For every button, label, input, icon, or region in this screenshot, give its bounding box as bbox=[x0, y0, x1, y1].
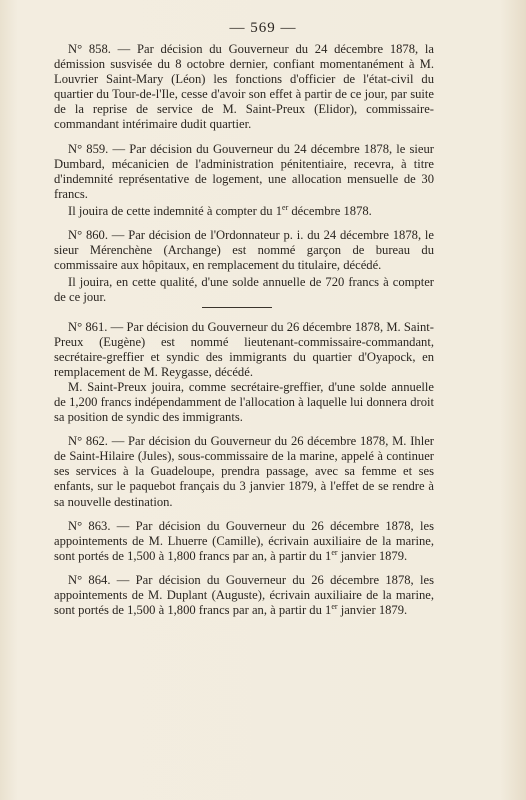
entry-spacer bbox=[54, 133, 434, 142]
entry-paragraph: M. Saint-Preux jouira, comme secrétaire-greffier, d'une solde annuelle de 1,200 francs indépendamment de l'allocation à laquelle lui donnera droit sa position de syndic des immigrants. bbox=[54, 379, 434, 425]
entry-paragraph: N° 864. — Par décision du Gouverneur du 26 décembre 1878, les appointements de M. Duplant (Auguste), écrivain auxiliaire de la marine, sont portés de 1,500 à 1,800 francs par an, à partir du 1er janvier 1879. bbox=[54, 572, 434, 618]
entry-spacer bbox=[54, 510, 434, 519]
entry-861 bbox=[54, 320, 434, 426]
entry-paragraph: N° 859. — Par décision du Gouverneur du 24 décembre 1878, le sieur Dumbard, mécanicien de l'administration pénitentiaire, recevra, à titre d'indemnité représentative de logement, une allocation mensuelle de 30 francs. bbox=[54, 141, 434, 201]
entry-paragraph: N° 863. — Par décision du Gouverneur du 26 décembre 1878, les appointements de M. Lhuerre (Camille), écrivain auxiliaire de la marine, sont portés de 1,500 à 1,800 francs par an, à partir du 1er janvier 1879. bbox=[54, 518, 434, 563]
entry-paragraph: N° 860. — Par décision de l'Ordonnateur p. i. du 24 décembre 1878, le sieur Mérenchène (Archange) est nommé garçon de bureau du commissaire aux hôpitaux, en remplacement du titulaire, décédé. bbox=[54, 228, 434, 273]
page-number: — 569 — bbox=[229, 20, 297, 36]
entry-858 bbox=[54, 42, 434, 133]
entry-paragraph: Il jouira, en cette qualité, d'une solde annuelle de 720 francs à compter de ce jour. bbox=[54, 275, 434, 305]
entry-paragraph: N° 861. — Par décision du Gouverneur du 26 décembre 1878, M. Saint-Preux (Eugène) est nommé lieutenant-commissaire-commandant, secrétaire-greffier et syndic des immigrants du quartier d'Oyapock, en remplacement de M. Reygasse, décédé. bbox=[54, 319, 434, 379]
entry-860 bbox=[54, 228, 434, 305]
entry-spacer bbox=[54, 219, 434, 228]
entry-863 bbox=[54, 519, 434, 564]
entry-864 bbox=[54, 573, 434, 618]
entry-859 bbox=[54, 142, 434, 219]
entry-spacer bbox=[54, 564, 434, 573]
entry-spacer bbox=[54, 425, 434, 434]
entry-862 bbox=[54, 434, 434, 509]
entry-paragraph: N° 858. — Par décision du Gouverneur du 24 décembre 1878, la démission susvisée du 8 octobre dernier, confiant momentanément à M. Louvrier Saint-Mary (Léon) les fonctions d'officier de l'état-civil du quartier du Tour-de-l'Ile, cesse d'avoir son effet à partir de ce jour, par suite de la reprise de service de M. Saint-Preux (Elidor), commissaire-commandant intérimaire dudit quartier. bbox=[54, 42, 434, 132]
section-divider bbox=[202, 307, 272, 308]
entry-paragraph: N° 862. — Par décision du Gouverneur du 26 décembre 1878, M. Ihler de Saint-Hilaire (Jules), sous-commissaire de la marine, appelé à continuer ses services à la Guadeloupe, prendra passage, avec sa femme et ses enfants, sur le paquebot français du 3 janvier 1879, à l'effet de se rendre à sa nouvelle destination. bbox=[54, 434, 434, 509]
decisions-text bbox=[54, 42, 434, 618]
entry-paragraph: Il jouira de cette indemnité à compter du 1er décembre 1878. bbox=[68, 202, 372, 218]
